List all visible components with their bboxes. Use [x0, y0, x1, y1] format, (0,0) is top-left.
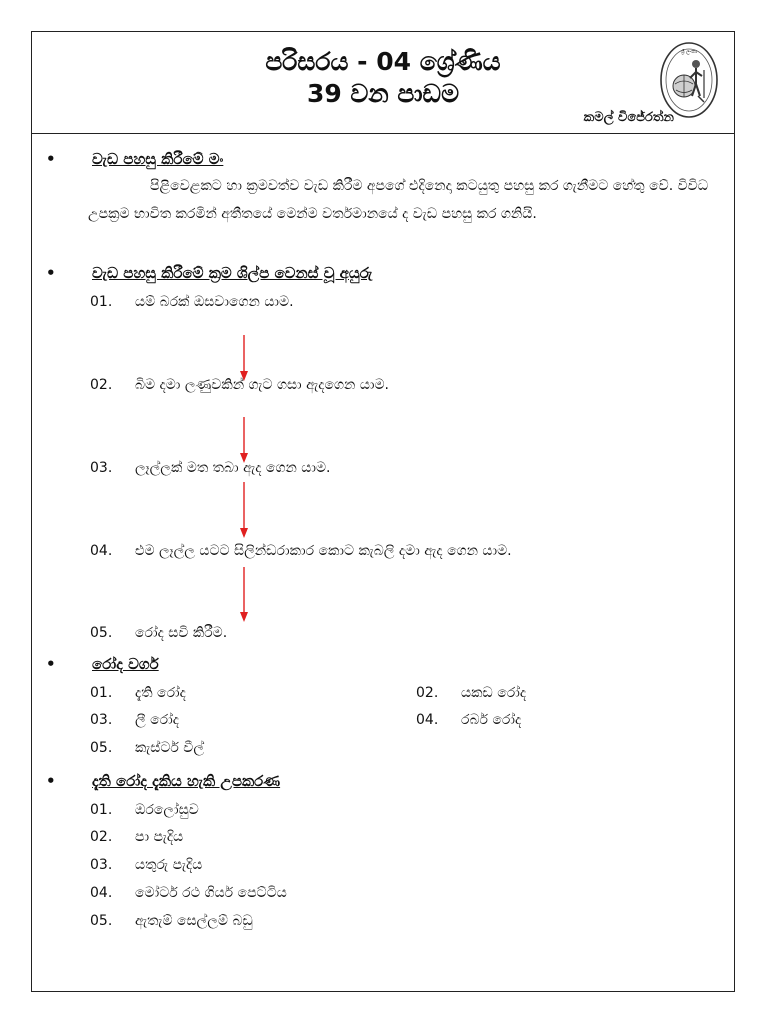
item-text: එම ලෑල්ල යටට සිලින්ඩරාකාර කොට කැබලි දමා ඇද ගෙන යාම. [135, 543, 512, 559]
item-text: පා පැදිය [135, 829, 184, 845]
item-number: 01. [90, 685, 113, 701]
item-text: ලී රෝද [135, 712, 179, 728]
section-heading-2 [46, 264, 372, 282]
item-number: 03. [90, 460, 113, 476]
item-text: යකඩ රෝද [461, 685, 527, 701]
bullet-dot-icon: • [46, 772, 56, 790]
arrow-down-icon [240, 482, 248, 538]
list-item [90, 625, 227, 641]
item-text: රබර් රෝද [461, 712, 522, 728]
school-crest-logo [658, 40, 720, 120]
list-item [416, 712, 521, 728]
item-number: 03. [90, 712, 113, 728]
bullet-dot-icon: • [46, 264, 56, 282]
arrow-down-icon [240, 335, 248, 381]
item-number: 05. [90, 913, 113, 929]
list-item [90, 685, 186, 701]
list-item [90, 913, 253, 929]
bullet-dot-icon: • [46, 655, 56, 673]
item-text: කැස්ටර් වීල් [135, 740, 205, 756]
item-number: 02. [416, 685, 439, 701]
section-paragraph: පිළිවෙළකට හා ක්‍රමවත්ව වැඩ කිරීම අපගේ එදිනෙදා කටයුතු පහසු කර ගැනීමට හේතු වේ. විවිධ උපක්‍රම භාවිත කරමින් අතීතයේ මෙන්ම වර්තමානයේ ද වැඩ පහසු කර ගනියි. [88, 178, 709, 222]
list-item [90, 829, 183, 845]
item-text: රෝද සවි කිරීම. [135, 625, 228, 641]
list-item [90, 543, 512, 559]
section-heading-text: රෝද වර්ග [92, 655, 159, 673]
item-number: 02. [90, 377, 113, 393]
list-item [416, 685, 526, 701]
header-divider [32, 133, 734, 134]
logo-lettering: ශ්‍රී ලංකා [681, 49, 697, 55]
item-text: යම් බරක් ඔසවාගෙන යාම. [135, 294, 294, 310]
list-item [90, 377, 389, 393]
item-number: 04. [416, 712, 439, 728]
item-number: 02. [90, 829, 113, 845]
item-number: 05. [90, 740, 113, 756]
item-number: 04. [90, 885, 113, 901]
item-number: 05. [90, 625, 113, 641]
page-header [32, 32, 734, 132]
list-item [90, 294, 294, 310]
list-item [90, 885, 287, 901]
list-item [90, 460, 330, 476]
item-text: ලෑල්ලක් මත තබා ඇද ගෙන යාම. [135, 460, 331, 476]
author-name: කමල් විජේරත්න [583, 110, 674, 125]
item-number: 01. [90, 802, 113, 818]
list-item [90, 740, 204, 756]
section-heading-1 [46, 150, 223, 168]
list-item [90, 857, 202, 873]
page-frame [31, 31, 735, 992]
section-heading-text: වැඩ පහසු කිරීමේ ක්‍රම ශිල්ප වෙනස් වූ අයුරු [92, 264, 373, 282]
page-title: පරිසරය - 04 ශ්‍රේණිය [265, 47, 501, 76]
arrow-down-icon [240, 417, 248, 463]
section-heading-3 [46, 655, 159, 673]
section-heading-text: වැඩ පහසු කිරීමේ මං [92, 150, 224, 168]
list-item [90, 712, 179, 728]
arrow-down-icon [240, 567, 248, 622]
lesson-number: 39 වන පාඩම [306, 79, 460, 108]
item-text: දැති රෝද [135, 685, 186, 701]
section-heading-4 [46, 772, 280, 790]
list-item [90, 802, 199, 818]
item-number: 04. [90, 543, 113, 559]
bullet-dot-icon: • [46, 150, 56, 168]
item-text: මෝටර් රථ ගියර් පෙට්ටිය [135, 885, 287, 901]
item-text: ඔරලෝසුව [135, 802, 199, 818]
item-text: ඇතැම් සෙල්ලම් බඩු [135, 913, 253, 929]
section-heading-text: දැති රෝද දැකිය හැකි උපකරණ [92, 772, 281, 790]
item-text: බිම දමා ලණුවකින් ගැට ගසා ඇදගෙන යාම. [135, 377, 390, 393]
item-number: 03. [90, 857, 113, 873]
item-number: 01. [90, 294, 113, 310]
item-text: යතුරු පැදිය [135, 857, 203, 873]
